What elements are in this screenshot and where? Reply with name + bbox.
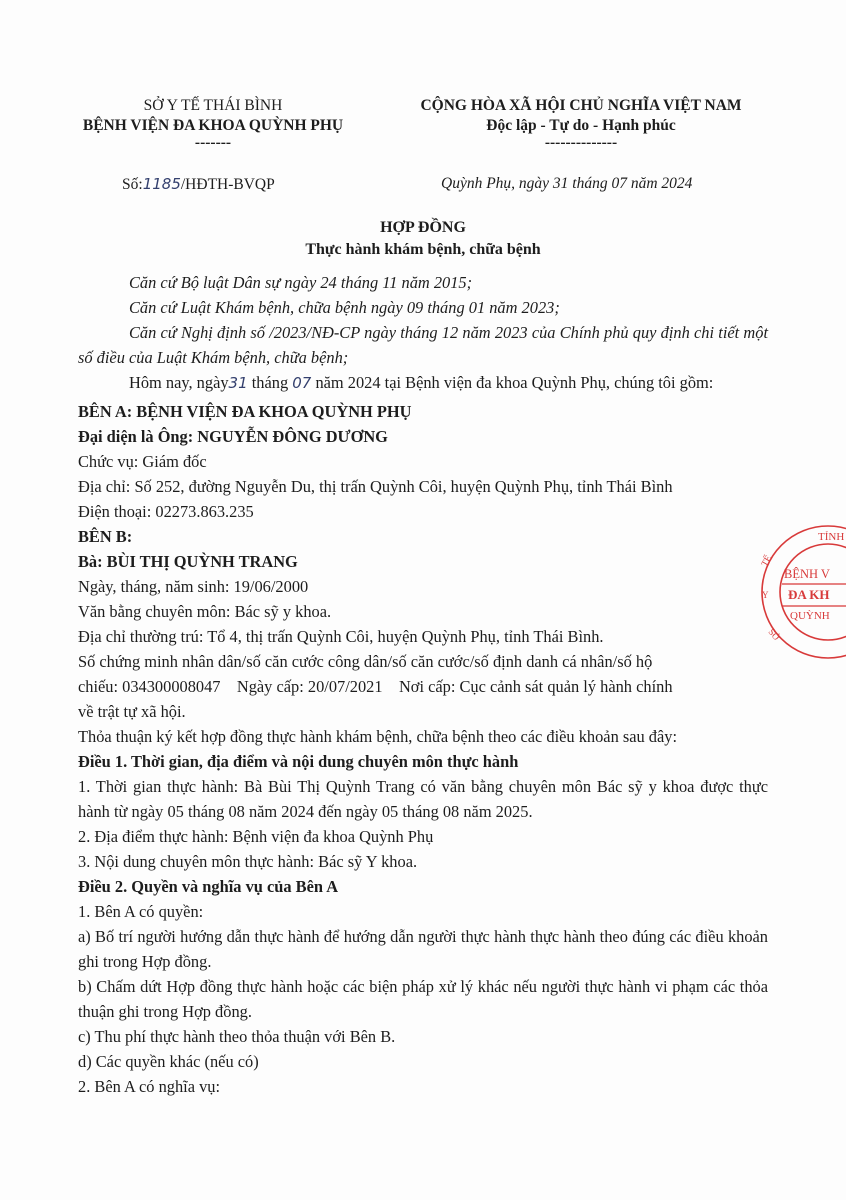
stamp-ring-letter: SỞ (766, 626, 782, 643)
legal-basis: Căn cứ Bộ luật Dân sự ngày 24 tháng 11 năm 2015; (129, 273, 473, 292)
national-motto: Độc lập - Tự do - Hạnh phúc (486, 117, 676, 134)
article-2-item: b) Chấm dứt Hợp đồng thực hành hoặc các biện pháp xử lý khác nếu người thực hành vi phạm các thỏa thuận ghi trong Hợp đồng. (78, 977, 768, 1021)
today-text: năm 2024 tại Bệnh viện đa khoa Quỳnh Phụ, chúng tôi gồm: (311, 373, 714, 392)
document-number-prefix: Số: (122, 176, 143, 193)
article-2-item: 2. Bên A có nghĩa vụ: (78, 1077, 221, 1096)
header-right-divider: -------------- (544, 134, 618, 151)
stamp-ring-letter: TẾ (759, 553, 774, 568)
document-number-handwritten: 1185 (142, 175, 181, 193)
legal-basis: Căn cứ Nghị định số /2023/NĐ-CP ngày tháng 12 năm 2023 của Chính phủ quy định chi tiết một số điều của Luật Khám bệnh, chữa bệnh; (78, 323, 768, 367)
party-a-phone: Điện thoại: 02273.863.235 (78, 502, 254, 521)
stamp-line: QUỲNH (790, 610, 830, 622)
stamp-line: ĐA KH (788, 587, 830, 602)
agreement-line: Thỏa thuận ký kết hợp đồng thực hành khám bệnh, chữa bệnh theo các điều khoản sau đây: (78, 727, 678, 746)
national-title: CỘNG HÒA XÃ HỘI CHỦ NGHĨA VIỆT NAM (420, 97, 742, 114)
party-b-id-line: chiếu: 034300008047 Ngày cấp: 20/07/2021 Nơi cấp: Cục cảnh sát quản lý hành chính (78, 677, 673, 696)
department-name: SỞ Y TẾ THÁI BÌNH (143, 97, 283, 114)
legal-basis: Căn cứ Luật Khám bệnh, chữa bệnh ngày 09 tháng 01 năm 2023; (129, 298, 560, 317)
article-2-item: 1. Bên A có quyền: (78, 902, 204, 921)
article-2-item: a) Bố trí người hướng dẫn thực hành để hướng dẫn người thực hành thực hành theo đúng các điều khoản ghi trong Hợp đồng. (78, 927, 768, 971)
date-place: Quỳnh Phụ, ngày 31 tháng 07 năm 2024 (441, 175, 693, 192)
document-title: HỢP ĐỒNG (380, 219, 466, 236)
article-2-heading: Điều 2. Quyền và nghĩa vụ của Bên A (78, 877, 339, 896)
party-a-position: Chức vụ: Giám đốc (78, 452, 207, 471)
article-2-item: d) Các quyền khác (nếu có) (78, 1052, 259, 1071)
header-right (386, 96, 776, 150)
party-a-address: Địa chỉ: Số 252, đường Nguyễn Du, thị trấn Quỳnh Côi, huyện Quỳnh Phụ, tỉnh Thái Bình (78, 477, 673, 496)
today-text: Hôm nay, ngày (129, 373, 229, 392)
article-1-item: 1. Thời gian thực hành: Bà Bùi Thị Quỳnh Trang có văn bằng chuyên môn Bác sỹ y khoa được thực hành từ ngày 05 tháng 08 năm 2024 đến ngày 05 tháng 08 năm 2025. (78, 777, 768, 821)
party-b-id-line: về trật tự xã hội. (78, 702, 186, 721)
stamp-line: BỆNH V (784, 567, 830, 581)
party-b-degree: Văn bằng chuyên môn: Bác sỹ y khoa. (78, 602, 332, 621)
red-seal-stamp (758, 522, 846, 672)
document-number-suffix: /HĐTH-BVQP (180, 176, 275, 193)
today-month-handwritten: 07 (292, 374, 312, 392)
article-1-item: 2. Địa điểm thực hành: Bệnh viện đa khoa Quỳnh Phụ (78, 827, 434, 846)
document-number (122, 175, 275, 194)
party-b-name: Bà: BÙI THỊ QUỲNH TRANG (78, 552, 298, 571)
stamp-ring-letter: Y (762, 590, 769, 600)
today-day-handwritten: 31 (228, 374, 248, 392)
today-text: tháng (247, 373, 293, 392)
document-body (78, 270, 768, 1099)
stamp-ring-text: TỈNH (818, 531, 845, 543)
header-left (78, 96, 348, 150)
party-a-representative: Đại diện là Ông: NGUYỄN ĐÔNG DƯƠNG (78, 427, 388, 446)
hospital-name: BỆNH VIỆN ĐA KHOA QUỲNH PHỤ (82, 117, 344, 134)
today-line (78, 370, 768, 396)
party-b-id-line: Số chứng minh nhân dân/số căn cước công dân/số căn cước/số định danh cá nhân/số hộ (78, 652, 653, 671)
article-2-item: c) Thu phí thực hành theo thỏa thuận với Bên B. (78, 1027, 396, 1046)
party-a-heading: BÊN A: BỆNH VIỆN ĐA KHOA QUỲNH PHỤ (78, 402, 412, 421)
party-b-heading: BÊN B: (78, 527, 133, 546)
header-left-divider: ------- (194, 134, 232, 151)
article-1-heading: Điều 1. Thời gian, địa điểm và nội dung chuyên môn thực hành (78, 752, 519, 771)
article-1-item: 3. Nội dung chuyên môn thực hành: Bác sỹ Y khoa. (78, 852, 418, 871)
party-b-residence: Địa chỉ thường trú: Tổ 4, thị trấn Quỳnh Côi, huyện Quỳnh Phụ, tỉnh Thái Bình. (78, 627, 604, 646)
party-b-dob: Ngày, tháng, năm sinh: 19/06/2000 (78, 577, 309, 596)
document-subtitle: Thực hành khám bệnh, chữa bệnh (305, 241, 541, 258)
